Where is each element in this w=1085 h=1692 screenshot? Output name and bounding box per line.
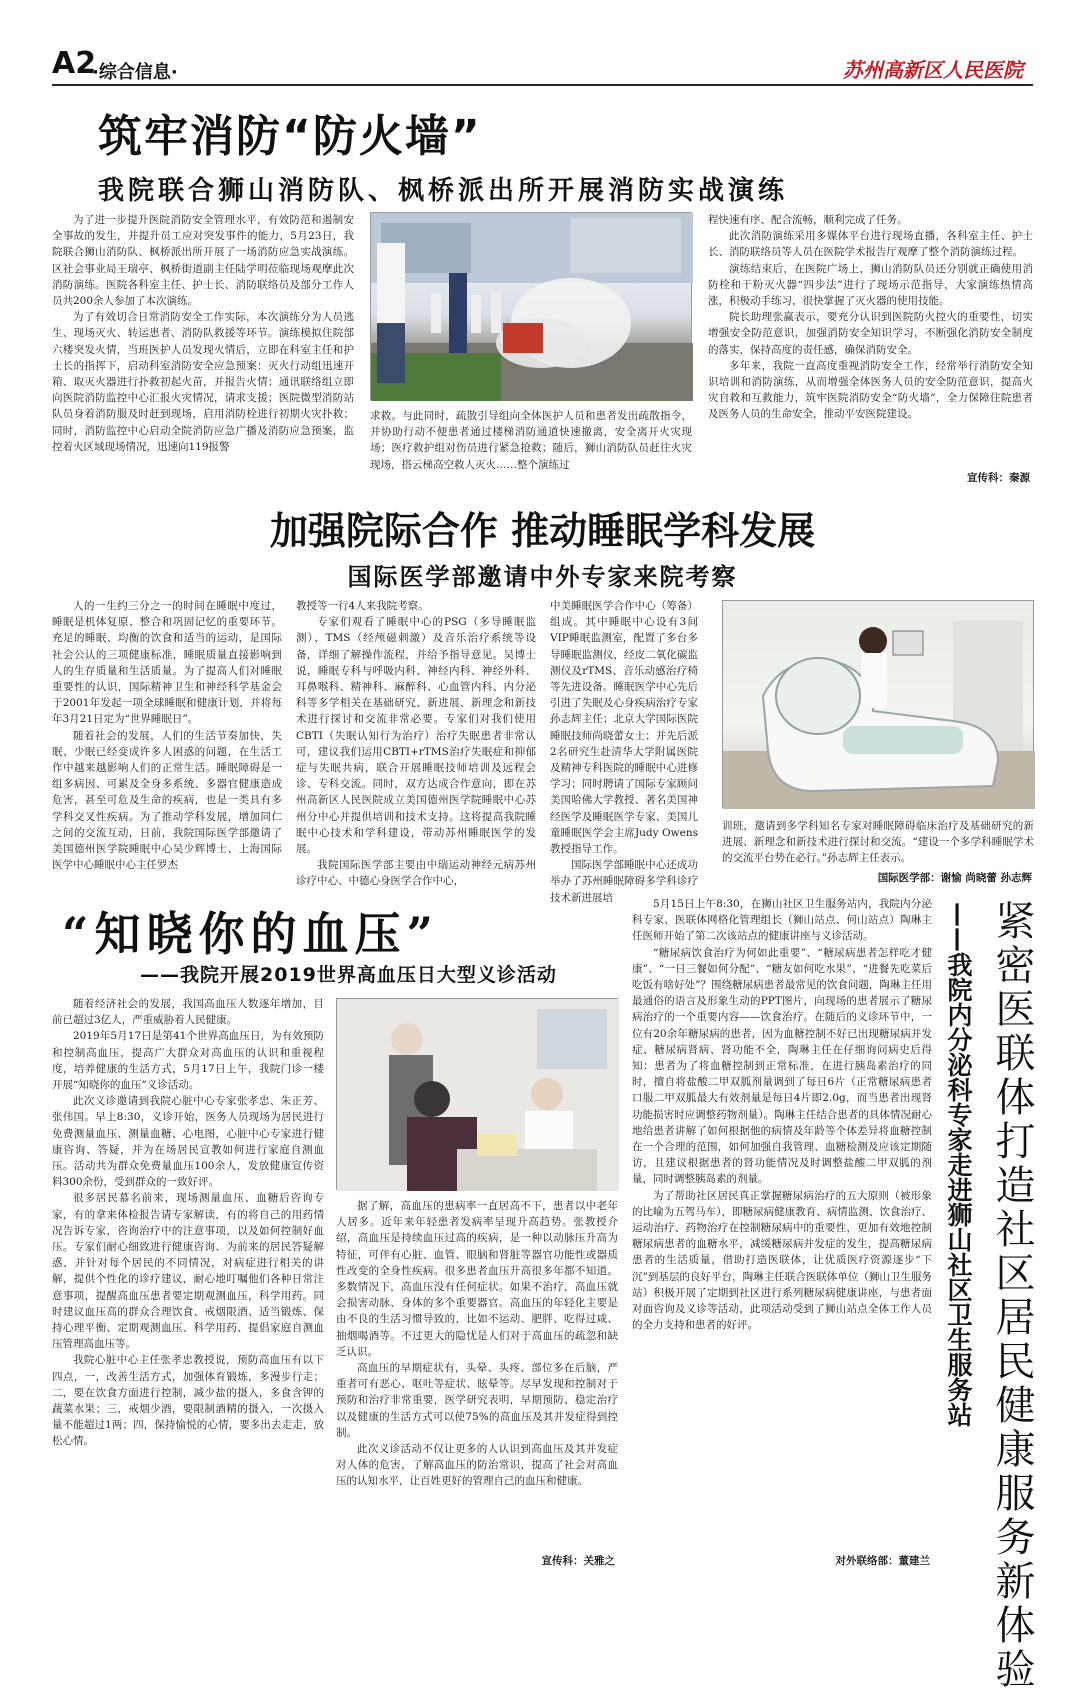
fire-drill-illustration bbox=[371, 213, 693, 401]
fire-drill-photo bbox=[370, 212, 692, 400]
paragraph: 我院国际医学部主要由中瑞运动神经元病苏州诊疗中心、中德心身医学合作中心， bbox=[296, 859, 536, 888]
section-name: ·综合信息· bbox=[92, 62, 178, 83]
sleep-chair-illustration bbox=[723, 601, 1035, 809]
paragraph: 随着经济社会的发展，我国高血压人数逐年增加，目前已超过3亿人，严重威胁着人民健康。 bbox=[52, 998, 324, 1027]
paragraph: 很多居民慕名前来，现场测量血压、血糖后咨询专家，有的拿来体检报告请专家解读，有的将自己的用药情况告诉专家，咨询治疗中的注意事项，以及如何控制好血压。专家们耐心细致进行健康咨询、为前来的居民答疑解惑，并针对每个居民的不同情况，对病症进行相关的讲解，提供个性化的诊疗建议，耐心地叮嘱他们各种日常注意事项，提醒高血压患者要定期观测血压，科学用药。同时建议血压高的群众合理饮食、戒烟限酒、适当锻炼、保持心理平衡、定期观测血压、科学用药、提倡家庭自测血压管理高血压等。 bbox=[52, 1192, 324, 1351]
bp-clinic-illustration bbox=[337, 999, 619, 1191]
article2-column-2 bbox=[296, 598, 536, 888]
article2-column-1 bbox=[52, 598, 282, 882]
section-number: A2 bbox=[52, 46, 97, 81]
article2-title: 加强院际合作 推动睡眠学科发展 bbox=[269, 508, 816, 553]
article4-subtitle: ——我院内分泌科专家走进狮山社区卫生服务站 bbox=[944, 902, 973, 1427]
paragraph: 演练结束后，在医院广场上，狮山消防队员还分别就正确使用消防栓和干粉灭火器“四步法”进行了现场示范指导，大家演练热情高涨，积极动手练习，很快掌握了灭火器的使用技能。 bbox=[708, 262, 1033, 308]
paragraph: “糖尿病饮食治疗为何如此重要”、“糖尿病患者怎样吃才健康”、“一日三餐如何分配”、“糖友如何吃水果”、“进餐先吃菜后吃饭有啥好处”？围绕糖尿病患者最常见的饮食问题，陶琳主任用最通俗的语言及形象生动的PPT图片，向现场的患者展示了糖尿病治疗的一个重要内容——饮食治疗。在随后的义诊环节中，一位有20余年糖尿病的患者，因为血糖控制不好已出现糖尿病并发症、糖尿病肾病、肾功能不全，陶琳主任在仔细询问病史后得知：患者为了将血糖控制到正常标准，在进行胰岛素治疗的同时，擅自将盐酸二甲双胍剂量调到了每日6片（正常糖尿病患者口服二甲双胍最大有效剂量是每日4片即2.0g，而当患者出现肾功能损害时应调整药物剂量）。陶琳主任结合患者的具体情况耐心地给患者讲解了如何根据他的病情及年龄等个体差异将血糖控制在一个合理的范围，如何加强自我管理、血糖检测及应该定期随访，且建议根据患者的肾功能情况及时调整盐酸二甲双胍的剂量，同时调整胰岛素的剂量。 bbox=[632, 946, 932, 1186]
article3-column-2 bbox=[336, 1198, 618, 1553]
paragraph: 为了有效切合日常消防安全工作实际，本次演练分为人员逃生、现场灭火、转运患者、消防队救援等环节。演练模拟住院部六楼突发火情，当班医护人员发现火情后，立即在科室主任和护士长的指挥下，启动科室消防安全应急预案：灭火行动组迅速开箱、取灭火器进行扑救初起火苗，并报告火情；通讯联络组立即向医院消防监控中心汇报火灾情况，请求支援；医院微型消防站队员身着消防服及时赶到现场，启用消防栓进行初期火灾扑救；同时，消防监控中心启动全院消防应急广播及消防应急预案，监控着火区域现场情况，迅速向119报警 bbox=[52, 311, 354, 453]
paragraph: 为了进一步提升医院消防安全管理水平，有效防范和遏制安全事故的发生，并提升员工应对突发事件的能力，5月23日，我院联合狮山消防队、枫桥派出所开展了一场消防应急实战演练。区社会事业局王瑞亭、枫桥街道副主任陆学明莅临现场观摩此次消防演练。医院各科室主任、护士长、消防联络员及部分工作人员共200余人参加了本次演练。 bbox=[52, 214, 354, 308]
paragraph: 随着社会的发展，人们的生活节奏加快，失眠、少眠已经变成许多人困惑的问题，在生活工作中越来越影响人们的正常生活。睡眠障碍是一组多病因、可累及全身多系统、多器官健康造成危害，甚至可危及生命的疾病，也是一类具有多学科交叉性疾病。为了推动学科发展，增加同仁之间的交流互动，日前，我院国际医学部邀请了美国德州医学院睡眠中心吴少辉博士、上海国际医学中心睡眠中心主任罗杰 bbox=[52, 729, 282, 872]
paragraph: 据了解，高血压的患病率一直居高不下，患者以中老年人居多。近年来年轻患者发病率呈现升高趋势。张教授介绍，高血压是持续血压过高的疾病，是一种以动脉压升高为特征，可伴有心脏、血管、眼脑和肾脏等器官功能性或器质性改变的全身性疾病。很多患者血压升高很多年都不知道。多数情况下，高血压没有任何症状。如果不治疗，高血压就会损害动脉、身体的多个重要器官。高血压的年轻化主要是由不良的生活习惯导致的，比如不运动、肥胖、吃得过咸、抽烟喝酒等。不过更大的隐忧是人们对于高血压的疏忽和缺乏认识。 bbox=[336, 1200, 618, 1358]
paragraph: 高血压的早期症状有，头晕、头疼、部位多在后脑，严重者可有恶心、呕吐等症状、眩晕等。尽早发现和控制对于预防和治疗非常重要，医学研究表明，早期预防、稳定治疗以及健康的生活方式可以使75%的高血压及其并发症得到控制。 bbox=[336, 1362, 618, 1439]
paragraph: 我院心脏中心主任张孝忠教授说，预防高血压有以下四点，一，改善生活方式，加强体育锻炼，多漫步行走；二，要在饮食方面进行控制，减少盐的摄入，多食含钾的蔬菜水果；三，戒烟少酒，要限制酒精的摄入，一次摄入量不能超过1两；四，保持愉悦的心情，要多出去走走，放松心情。 bbox=[52, 1354, 324, 1448]
article1-title: 筑牢消防“防火墙” bbox=[98, 111, 482, 162]
article3-subtitle: ——我院开展2019世界高血压日大型义诊活动 bbox=[140, 964, 557, 986]
paragraph: 求救。与此同时，疏散引导组向全体医护人员和患者发出疏散指令，并协助行动不便患者通过楼梯消防通道快速撤离，安全离开火灾现场；医疗救护组对伤员进行紧急抢救；随后，狮山消防队员赶往火灾现场，搭云梯高空救人灭火……整个演练过 bbox=[370, 410, 692, 471]
paragraph: 专家们观看了睡眠中心的PSG（多导睡眠监测）、TMS（经颅磁刺激）及音乐治疗系统等设备，详细了解操作流程，并给予指导意见。吴博士说，睡眠专科与呼吸内科、神经内科、神经外科、耳鼻喉科、精神科、麻醉科、心血管内科、内分泌科等多学相关在基础研究、新进展、新理念和新技术进行探讨和交流非常必要。专家们对我们使用CBTI（失眠认知行为治疗）治疗失眠患者非常认可，建议我们运用CBTI+rTMS治疗失眠症和抑郁症与失眠共病，联合开展睡眠技师培训及远程会诊、专科交流。同时，双方达成合作意向，即在苏州高新区人民医院成立美国德州医学院睡眠中心苏州分中心并提供培训和技术支持。这将提高我院睡眠中心技术和学科建设，带动苏州睡眠医学的发展。 bbox=[296, 616, 536, 856]
paragraph: 教授等一行4人来我院考察。 bbox=[296, 600, 429, 612]
paragraph: 此次义诊邀请到我院心脏中心专家张孝忠、朱正芳、张伟国。早上8:30，义诊开始，医务人员现场为居民进行免费测量血压、测量血糖、心电图，心脏中心专家进行健康咨询、答疑，并为在场居民宣教如何进行家庭自测血压。活动共为群众免费量血压100余人，发放健康宣传资料300余份，受到群众的一致好评。 bbox=[52, 1095, 324, 1189]
article3-column-1 bbox=[52, 996, 324, 1556]
article2-credit: 国际医学部：谢愉 尚晓蕾 孙志辉 bbox=[877, 872, 1032, 884]
article3-credit: 宣传科：关雅之 bbox=[541, 1555, 615, 1567]
article4-title: 紧密医联体打造社区居民健康服务新体验 bbox=[989, 900, 1035, 1692]
article2-subtitle: 国际医学部邀请中外专家来院考察 bbox=[347, 563, 738, 591]
article1-column-3 bbox=[708, 212, 1033, 472]
paragraph: 院长助理张赢表示，要充分认识到医院防火控火的重要性，切实增强安全防范意识，加强消防安全知识学习，不断强化消防安全制度的落实，保持高度的责任感，确保消防安全。 bbox=[708, 311, 1033, 356]
article1-column-1 bbox=[52, 212, 354, 484]
paragraph: 5月15日上午8:30，在狮山社区卫生服务站内，我院内分泌科专家、医联体网格化管理组长（狮山站点、何山站点）陶琳主任医师开始了第二次该站点的健康讲座与义诊活动。 bbox=[632, 898, 932, 943]
article4-credit: 对外联络部：董建兰 bbox=[835, 1555, 930, 1567]
paragraph: 2019年5月17日是第41个世界高血压日，为有效预防和控制高血压，提高广大群众对高血压的认识和重视程度，培养健康的生活方式，5月17日上午，我院门诊一楼开展“知晓你的血压”义诊活动。 bbox=[52, 1030, 324, 1092]
paragraph: 国际医学部睡眠中心还成功举办了苏州睡眠障碍多学科诊疗技术新进展培 bbox=[550, 859, 698, 904]
article1-column-2 bbox=[370, 408, 692, 484]
article4-column bbox=[632, 896, 932, 1548]
paragraph: 人的一生约三分之一的时间在睡眠中度过，睡眠是机体复原、整合和巩固记忆的重要环节。充足的睡眠、均衡的饮食和适当的运动，是国际社会公认的三项健康标准，睡眠质量直接影响到人的生存质量和生活质量。为了提高人们对睡眠重要性的认识，国际精神卫生和神经科学基金会于2001年发起一项全球睡眠和健康计划，并将每年3月21日定为“世界睡眠日”。 bbox=[52, 600, 282, 726]
paragraph: 多年来，我院一直高度重视消防安全工作，经常举行消防安全知识培训和消防演练，从而增强全体医务人员的安全防范意识，提高火灾自救和互救能力，筑牢医院消防安全“防火墙”，全力保障住院患者及医务人员的生命安全，推动平安医院建设。 bbox=[708, 359, 1033, 421]
article2-column-4 bbox=[722, 818, 1034, 866]
article3-title: “知晓你的血压” bbox=[62, 907, 439, 961]
sleep-center-photo bbox=[722, 600, 1034, 808]
hospital-name: 苏州高新区人民医院 bbox=[843, 58, 1023, 82]
bp-clinic-photo bbox=[336, 998, 618, 1190]
paragraph: 此次消防演练采用多媒体平台进行现场直播，各科室主任、护士长、消防联络员等人员在医院学术报告厅观摩了整个消防演练过程。 bbox=[708, 230, 1033, 259]
article1-subtitle: 我院联合狮山消防队、枫桥派出所开展消防实战演练 bbox=[98, 176, 789, 206]
paragraph: 训班，邀请到多学科知名专家对睡眠障碍临床治疗及基础研究的新进展、新理念和新技术进行探讨和交流。“建设一个多学科睡眠学术的交流平台势在必行。”孙志辉主任表示。 bbox=[722, 820, 1034, 865]
paragraph: 中美睡眠医学合作中心（筹备）组成。其中睡眠中心设有3间VIP睡眠监测室，配置了多台多导睡眠监测仪，经皮二氧化碳监测仪及rTMS、音乐动感治疗椅等先进设备。睡眠医学中心先后引进了失眠及心身疾病治疗专家孙志辉主任；北京大学国际医院睡眠技师尚晓蕾女士；并先后派2名研究生赴清华大学附属医院及精神专科医院的睡眠中心进修学习；同时聘请了国际专家顾问美国哈佛大学教授、著名美国神经医学及睡眠医学专家、美国儿童睡眠医学会主席Judy Owens教授指导工作。 bbox=[550, 600, 698, 856]
paragraph: 为了帮助社区居民真正掌握糖尿病治疗的五大原则（被形象的比喻为五驾马车），即糖尿病健康教育、病情监测、饮食治疗、运动治疗、药物治疗在控制糖尿病中的重要性，更加有效地控制糖尿病患者的血糖水平，减缓糖尿病并发症的发生，提高糖尿病患者的生活质量，借助打造医联体，让优质医疗资源逐步“下沉”到基层的良好平台，陶琳主任联合医联体单位（狮山卫生服务站）积极开展了定期到社区进行系列糖尿病健康讲座，与患者面对面咨询及义诊等活动，此项活动受到了狮山站点全体工作人员的全力支持和患者的好评。 bbox=[632, 1189, 932, 1332]
article2-column-3 bbox=[550, 598, 698, 904]
paragraph: 此次义诊活动不仅让更多的人认识到高血压及其并发症对人体的危害，了解高血压的防治常识，提高了社会对高血压的认知水平，让百姓更好的管理自己的血压和健康。 bbox=[336, 1443, 618, 1488]
paragraph: 程快速有序、配合流畅，顺利完成了任务。 bbox=[708, 214, 908, 226]
article1-credit: 宣传科：秦源 bbox=[967, 472, 1030, 484]
header-rule bbox=[52, 84, 1033, 86]
